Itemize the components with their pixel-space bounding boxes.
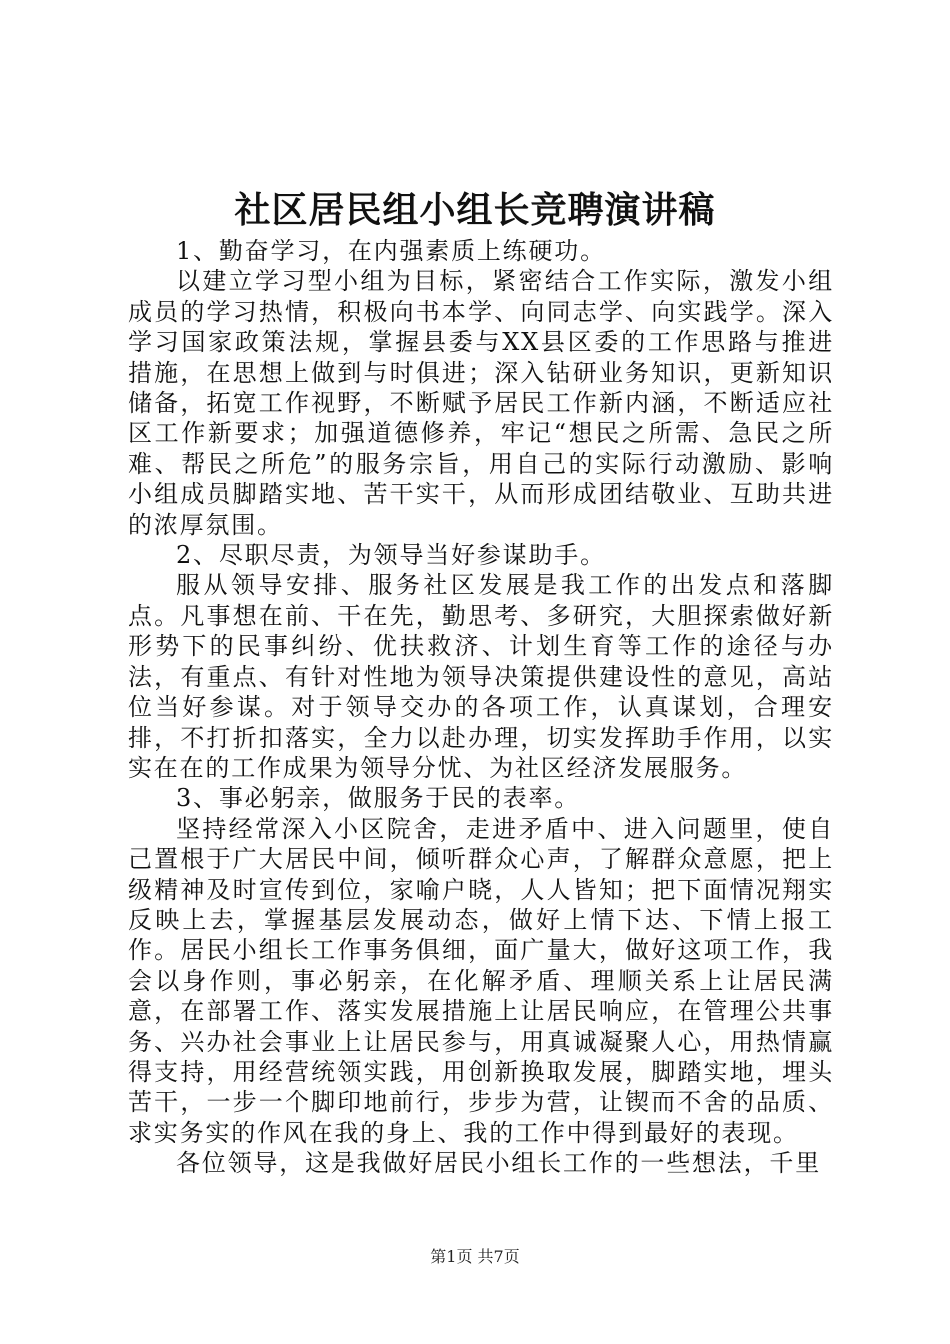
page-number-footer: 第1页 共7页 [430, 1247, 520, 1266]
body-paragraph-2: 服从领导安排、服务社区发展是我工作的出发点和落脚点。凡事想在前、干在先，勤思考、多研究，大胆探索做好新形势下的民事纠纷、优扶救济、计划生育等工作的途径与办法，有重点、有针对性地为领导决策提供建设性的意见，高站位当好参谋。对于领导交办的各项工作，认真谋划，合理安排，不打折扣落实，全力以赴办理，切实发挥助手作用，以实实在在的工作成果为领导分忧、为社区经济发展服务。 [128, 571, 834, 782]
section-heading-3: 3、事必躬亲，做服务于民的表率。 [176, 784, 581, 813]
section-heading-1: 1、勤奋学习，在内强素质上练硬功。 [176, 237, 606, 265]
body-paragraph-4: 各位领导，这是我做好居民小组长工作的一些想法，千里 [176, 1149, 821, 1178]
section-heading-2: 2、尽职尽责，为领导当好参谋助手。 [176, 541, 606, 570]
body-paragraph-1: 以建立学习型小组为目标，紧密结合工作实际，激发小组成员的学习热情，积极向书本学、向同志学、向实践学。深入学习国家政策法规，掌握县委与XX县区委的工作思路与推进措施，在思想上做到与时俱进；深入钻研业务知识，更新知识储备，拓宽工作视野，不断赋予居民工作新内涵，不断适应社区工作新要求；加强道德修养，牢记“想民之所需、急民之所难、帮民之所危”的服务宗旨，用自己的实际行动激励、影响小组成员脚踏实地、苦干实干，从而形成团结敬业、互助共进的浓厚氛围。 [128, 267, 834, 539]
document-title: 社区居民组小组长竞聘演讲稿 [234, 189, 716, 231]
body-paragraph-3: 坚持经常深入小区院舍，走进矛盾中、进入问题里，使自己置根于广大居民中间，倾听群众心声，了解群众意愿，把上级精神及时宣传到位，家喻户晓，人人皆知；把下面情况翔实反映上去，掌握基层发展动态，做好上情下达、下情上报工作。居民小组长工作事务俱细，面广量大，做好这项工作，我会以身作则，事必躬亲，在化解矛盾、理顺关系上让居民满意，在部署工作、落实发展措施上让居民响应，在管理公共事务、兴办社会事业上让居民参与，用真诚凝聚人心，用热情赢得支持，用经营统领实践，用创新换取发展，脚踏实地，埋头苦干，一步一个脚印地前行，步步为营，让锲而不舍的品质、求实务实的作风在我的身上、我的工作中得到最好的表现。 [128, 814, 834, 1147]
document-body [128, 236, 834, 1179]
